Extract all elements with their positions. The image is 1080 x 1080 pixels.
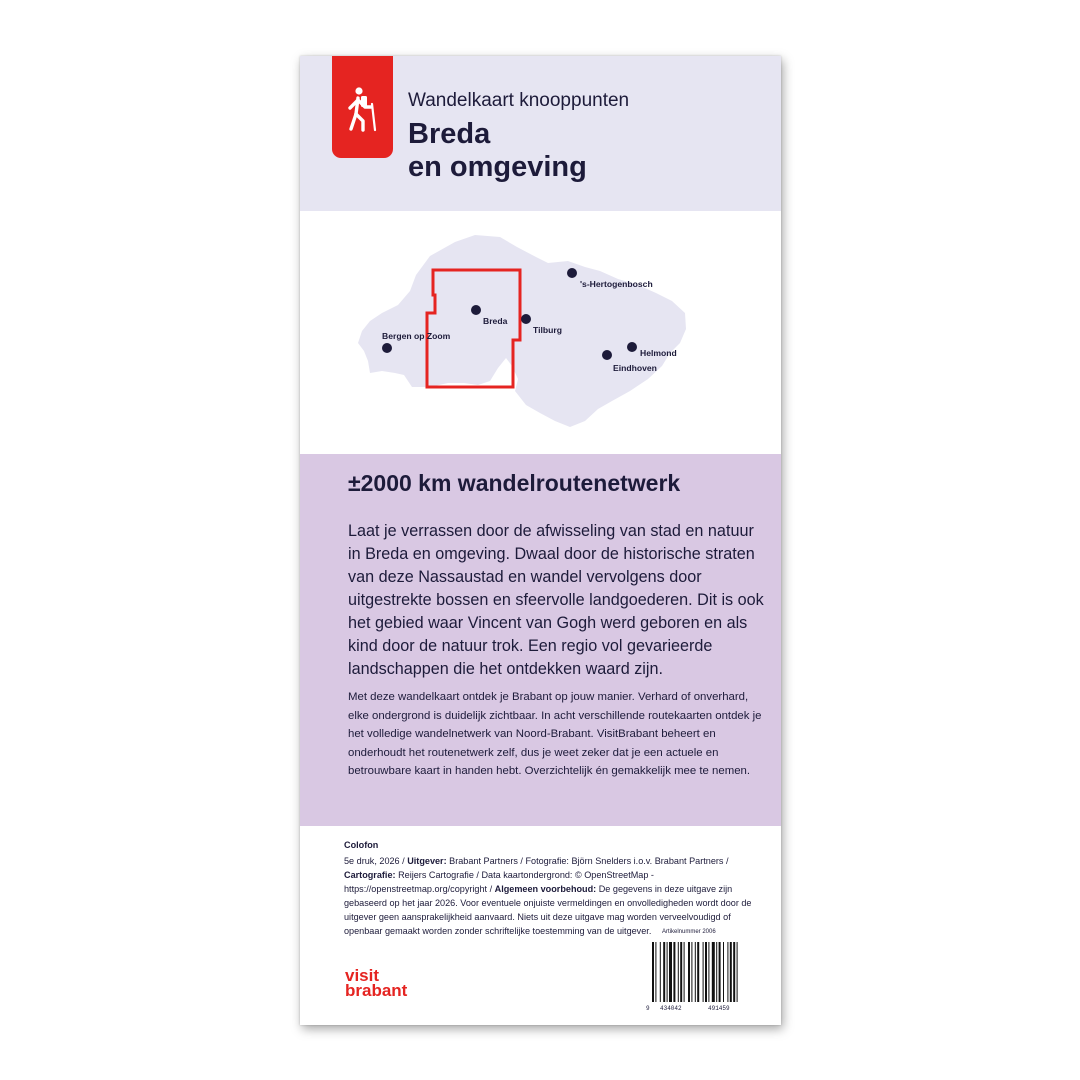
barcode-bar [652, 942, 654, 1002]
barcode-bar [733, 942, 735, 1002]
colofon [344, 838, 764, 938]
visit-brabant-logo [345, 968, 407, 998]
city-dot-helmond [627, 342, 637, 352]
barcode-bar [667, 942, 668, 1002]
barcode-bar [669, 942, 672, 1002]
city-dot-hertogenbosch [567, 268, 577, 278]
title-line-2: en omgeving [408, 151, 587, 183]
barcode-bar [660, 942, 661, 1002]
barcode-bar [703, 942, 704, 1002]
barcode-bar [655, 942, 656, 1002]
city-dot-eindhoven [602, 350, 612, 360]
barcode-bar [697, 942, 699, 1002]
barcode-bar [691, 942, 692, 1002]
logo-line-2: brabant [345, 981, 408, 1000]
barcode-bar [695, 942, 696, 1002]
article-number: Artikelnummer 2006 [662, 929, 716, 935]
category-tab [332, 56, 393, 158]
intro-paragraph: Laat je verrassen door de afwisseling van stad en natuur in Breda en omgeving. Dwaal door de historische straten van deze Nassaustad en wandel vervolgens door uitgestrekte bossen en sfeervolle landgoederen. Dit is ook het gebied waar Vincent van Gogh werd geboren en als kind door de natuur trok. Een regio vol gevarieerde landschappen die het ontdekken waard zijn. [348, 522, 764, 678]
city-label-breda: Breda [483, 316, 508, 326]
barcode-bar [678, 942, 679, 1002]
barcode-bar [705, 942, 707, 1002]
hiker-icon [346, 86, 380, 134]
barcode-bar [737, 942, 738, 1002]
title-line-1: Breda [408, 118, 491, 150]
colofon-title: Colofon [344, 840, 379, 850]
barcode-bar [727, 942, 728, 1002]
barcode-bar [663, 942, 665, 1002]
barcode-bar [684, 942, 685, 1002]
network-heading: ±2000 km wandelroutenetwerk [348, 470, 681, 496]
barcode-bar [719, 942, 721, 1002]
city-label-hertogenbosch: 's-Hertogenbosch [580, 279, 653, 289]
barcode-digits-left: 434042 [660, 1005, 682, 1012]
region-map [300, 211, 781, 454]
barcode-digits-right: 491459 [708, 1005, 730, 1012]
map-subtitle: Wandelkaart knooppunten [408, 90, 630, 111]
city-dot-bergen-op-zoom [382, 343, 392, 353]
colofon-text: 5e druk, 2026 / Uitgever: Brabant Partners / Fotografie: Björn Snelders i.o.v. Brabant Partners / Cartografie: Reijers Cartografie / Data kaartondergrond: © OpenStreetMap - https://openstreetmap.org/copyright / Algemeen voorbehoud: De gegevens in deze uitgave zijn gebaseerd op het jaar 2026. Voor eventuele onjuiste vermeldingen en onvolledigheden wordt door de uitgever geen aansprakelijkheid aanvaard. Niets uit deze uitgave mag worden verveelvoudigd of openbaar gemaakt worden zonder schriftelijke toestemming van de uitgever. [344, 856, 752, 936]
barcode-bar [730, 942, 732, 1002]
barcode-digit-first: 9 [646, 1005, 650, 1012]
barcode-bar [688, 942, 690, 1002]
barcode [646, 940, 754, 1012]
barcode-bar [716, 942, 717, 1002]
city-label-eindhoven: Eindhoven [613, 363, 657, 373]
map-title [408, 118, 587, 184]
barcode-bar [708, 942, 709, 1002]
city-dot-tilburg [521, 314, 531, 324]
body-paragraph: Met deze wandelkaart ontdek je Brabant op jouw manier. Verhard of onverhard, elke ondergrond is duidelijk zichtbaar. In acht verschillende routekaarten ontdek je het volledige wandelnetwerk van Noord-Brabant. VisitBrabant beheert en onderhoudt het routenetwerk zelf, dus je weet zeker dat je een actuele en betrouwbare kaart in handen hebt. Overzichtelijk én gemakkelijk mee te nemen. [348, 691, 762, 777]
logo-line-1: visit [345, 966, 380, 985]
city-dot-breda [471, 305, 481, 315]
city-label-tilburg: Tilburg [533, 325, 562, 335]
city-label-bergen-op-zoom: Bergen op Zoom [382, 331, 451, 341]
barcode-bar [723, 942, 724, 1002]
barcode-bar [673, 942, 675, 1002]
barcode-bar [712, 942, 715, 1002]
map-cover-back [300, 56, 781, 1025]
city-label-helmond: Helmond [640, 348, 677, 358]
barcode-bar [680, 942, 682, 1002]
